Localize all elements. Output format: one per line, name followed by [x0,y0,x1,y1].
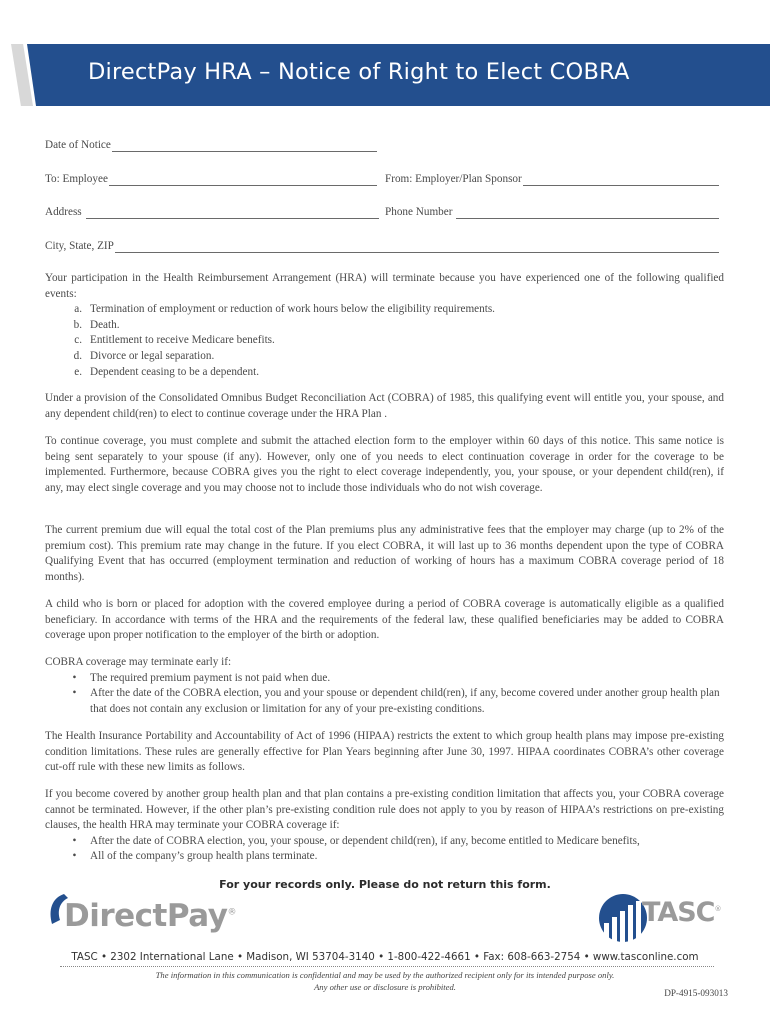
child-paragraph: A child who is born or placed for adoption with the covered employee during a period of COBRA coverage is automatically eligible as a qualified beneficiary. In accordance with terms of the HRA and the requirements of the federal law, these qualified beneficiaries may be added to COBRA coverage upon proper notification to the employer of the birth or adoption. [45,598,724,642]
list-item [45,365,724,381]
employee-label: To: Employee [45,173,108,185]
date-of-notice-field[interactable] [45,136,377,152]
hipaa-paragraph: The Health Insurance Portability and Accountability of Act of 1996 (HIPAA) restricts the extent to which group health plans may impose pre-existing condition limitations. These rules are generally effective for Plan Years beginning after June 30, 1997. HIPAA coordinates COBRA’s other coverage cut-off rule with these new limits as follows. [45,730,724,774]
page-title: DirectPay HRA – Notice of Right to Elect COBRA [88,59,630,85]
employee-line[interactable] [109,175,377,186]
list-item-text: Termination of employment or reduction of work hours below the eligibility requirements. [90,303,495,316]
cobra-provision-paragraph: Under a provision of the Consolidated Omnibus Budget Reconciliation Act (COBRA) of 1985, this qualifying event will entitle you, your spouse, and any dependent child(ren) to elect to continue coverage under the HRA Plan . [45,392,724,420]
list-item-text: Death. [90,318,120,331]
list-item [45,834,724,850]
date-of-notice-label: Date of Notice [45,139,111,151]
list-item [45,686,724,717]
employee-field[interactable] [45,170,377,186]
document-number: DP-4915-093013 [664,988,728,998]
list-item-text: The required premium payment is not paid when due. [90,671,331,684]
qualifying-events-section [45,271,724,380]
list-item-text: After the date of the COBRA election, you and your spouse or dependent child(ren), if any, become covered under another group health plan that does not contain any exclusion or limitation for any of your pre-existing conditions. [90,687,720,715]
address-label: Address [45,206,82,218]
records-note: For your records only. Please do not return this form. [219,878,551,891]
early-termination-intro: COBRA coverage may terminate early if: [45,656,232,668]
qualifying-events-list [45,302,724,380]
list-marker: a. [74,303,82,316]
city-state-zip-field[interactable] [45,237,719,253]
tasc-logo [642,897,720,928]
directpay-logo [64,898,236,934]
qualifying-events-intro: Your participation in the Health Reimbursement Arrangement (HRA) will terminate because you have experienced one of the following qualified events: [45,272,724,300]
address-field[interactable] [45,203,379,219]
early-termination-list [45,671,724,718]
city-state-zip-label: City, State, ZIP [45,240,114,252]
bullet-marker: • [72,687,77,700]
tasc-logo-icon [598,893,648,943]
list-marker: b. [73,318,82,331]
list-item [45,349,724,365]
premium-paragraph: The current premium due will equal the total cost of the Plan premiums plus any administrative fees that the employer may charge (up to 2% of the premium cost). This premium rate may change in the future. If you elect COBRA, it will last up to 36 months dependent upon the type of COBRA Qualifying Event that has occurred (employment termination and reduction of working of hours has a maximum COBRA coverage period of 18 months). [45,524,724,583]
confidentiality-line-2: Any other use or disclosure is prohibited. [314,981,456,992]
confidentiality-line-1: The information in this communication is confidential and may be used by the authorized recipient only for its intended purpose only. [155,970,615,980]
list-item [45,849,724,865]
list-item [45,333,724,349]
list-item-text: All of the company’s group health plans terminate. [90,850,318,863]
list-item-text: Dependent ceasing to be a dependent. [90,365,259,378]
address-line[interactable] [86,208,379,219]
list-marker: c. [74,334,82,347]
phone-label: Phone Number [385,206,453,218]
list-item-text: Divorce or legal separation. [90,349,215,362]
list-item [45,671,724,687]
list-item [45,302,724,318]
employer-label: From: Employer/Plan Sponsor [385,173,522,185]
tasc-logo-text: TASC [642,897,715,928]
other-coverage-section [45,787,724,865]
other-coverage-intro: If you become covered by another group health plan and that plan contains a pre-existing condition limitation that affects you, your COBRA coverage cannot be terminated. However, if the other plan’s pre-existing condition rule does not apply to you by reason of HIPAA’s restrictions on pre-existing clauses, the health HRA may terminate your COBRA coverage if: [45,788,724,832]
other-coverage-list [45,834,724,865]
employer-line[interactable] [523,175,719,186]
list-marker: e. [74,365,82,378]
bullet-marker: • [72,834,77,847]
list-marker: d. [73,349,82,362]
list-item-text: Entitlement to receive Medicare benefits. [90,334,275,347]
footer-divider [60,966,714,967]
list-item [45,318,724,334]
company-address: TASC • 2302 International Lane • Madison, WI 53704-3140 • 1-800-422-4661 • Fax: 608-663-2754 • www.tasconline.com [71,951,699,963]
registered-mark: ® [227,907,236,918]
list-item-text: After the date of COBRA election, you, your spouse, or dependent child(ren), if any, become entitled to Medicare benefits, [90,834,640,847]
city-state-zip-line[interactable] [115,242,719,253]
phone-field[interactable] [385,203,719,219]
date-of-notice-line[interactable] [112,141,377,152]
confidentiality-notice [120,970,650,993]
directpay-logo-text: DirectPay [64,898,228,934]
bullet-marker: • [72,850,77,863]
phone-line[interactable] [456,208,719,219]
continue-coverage-paragraph: To continue coverage, you must complete and submit the attached election form to the employer within 60 days of this notice. This same notice is being sent separately to your spouse (if any). However, only one of you needs to elect continuation coverage in order for the coverage to be implemented. Furthermore, because COBRA gives you the right to elect coverage independently, you, your spouse, or your dependent child(ren), if any, may elect single coverage and you may choose not to include those individuals who do not wish coverage. [45,435,724,494]
bullet-marker: • [72,671,77,684]
registered-mark: ® [714,905,721,913]
early-termination-section [45,655,724,717]
employer-field[interactable] [385,170,719,186]
